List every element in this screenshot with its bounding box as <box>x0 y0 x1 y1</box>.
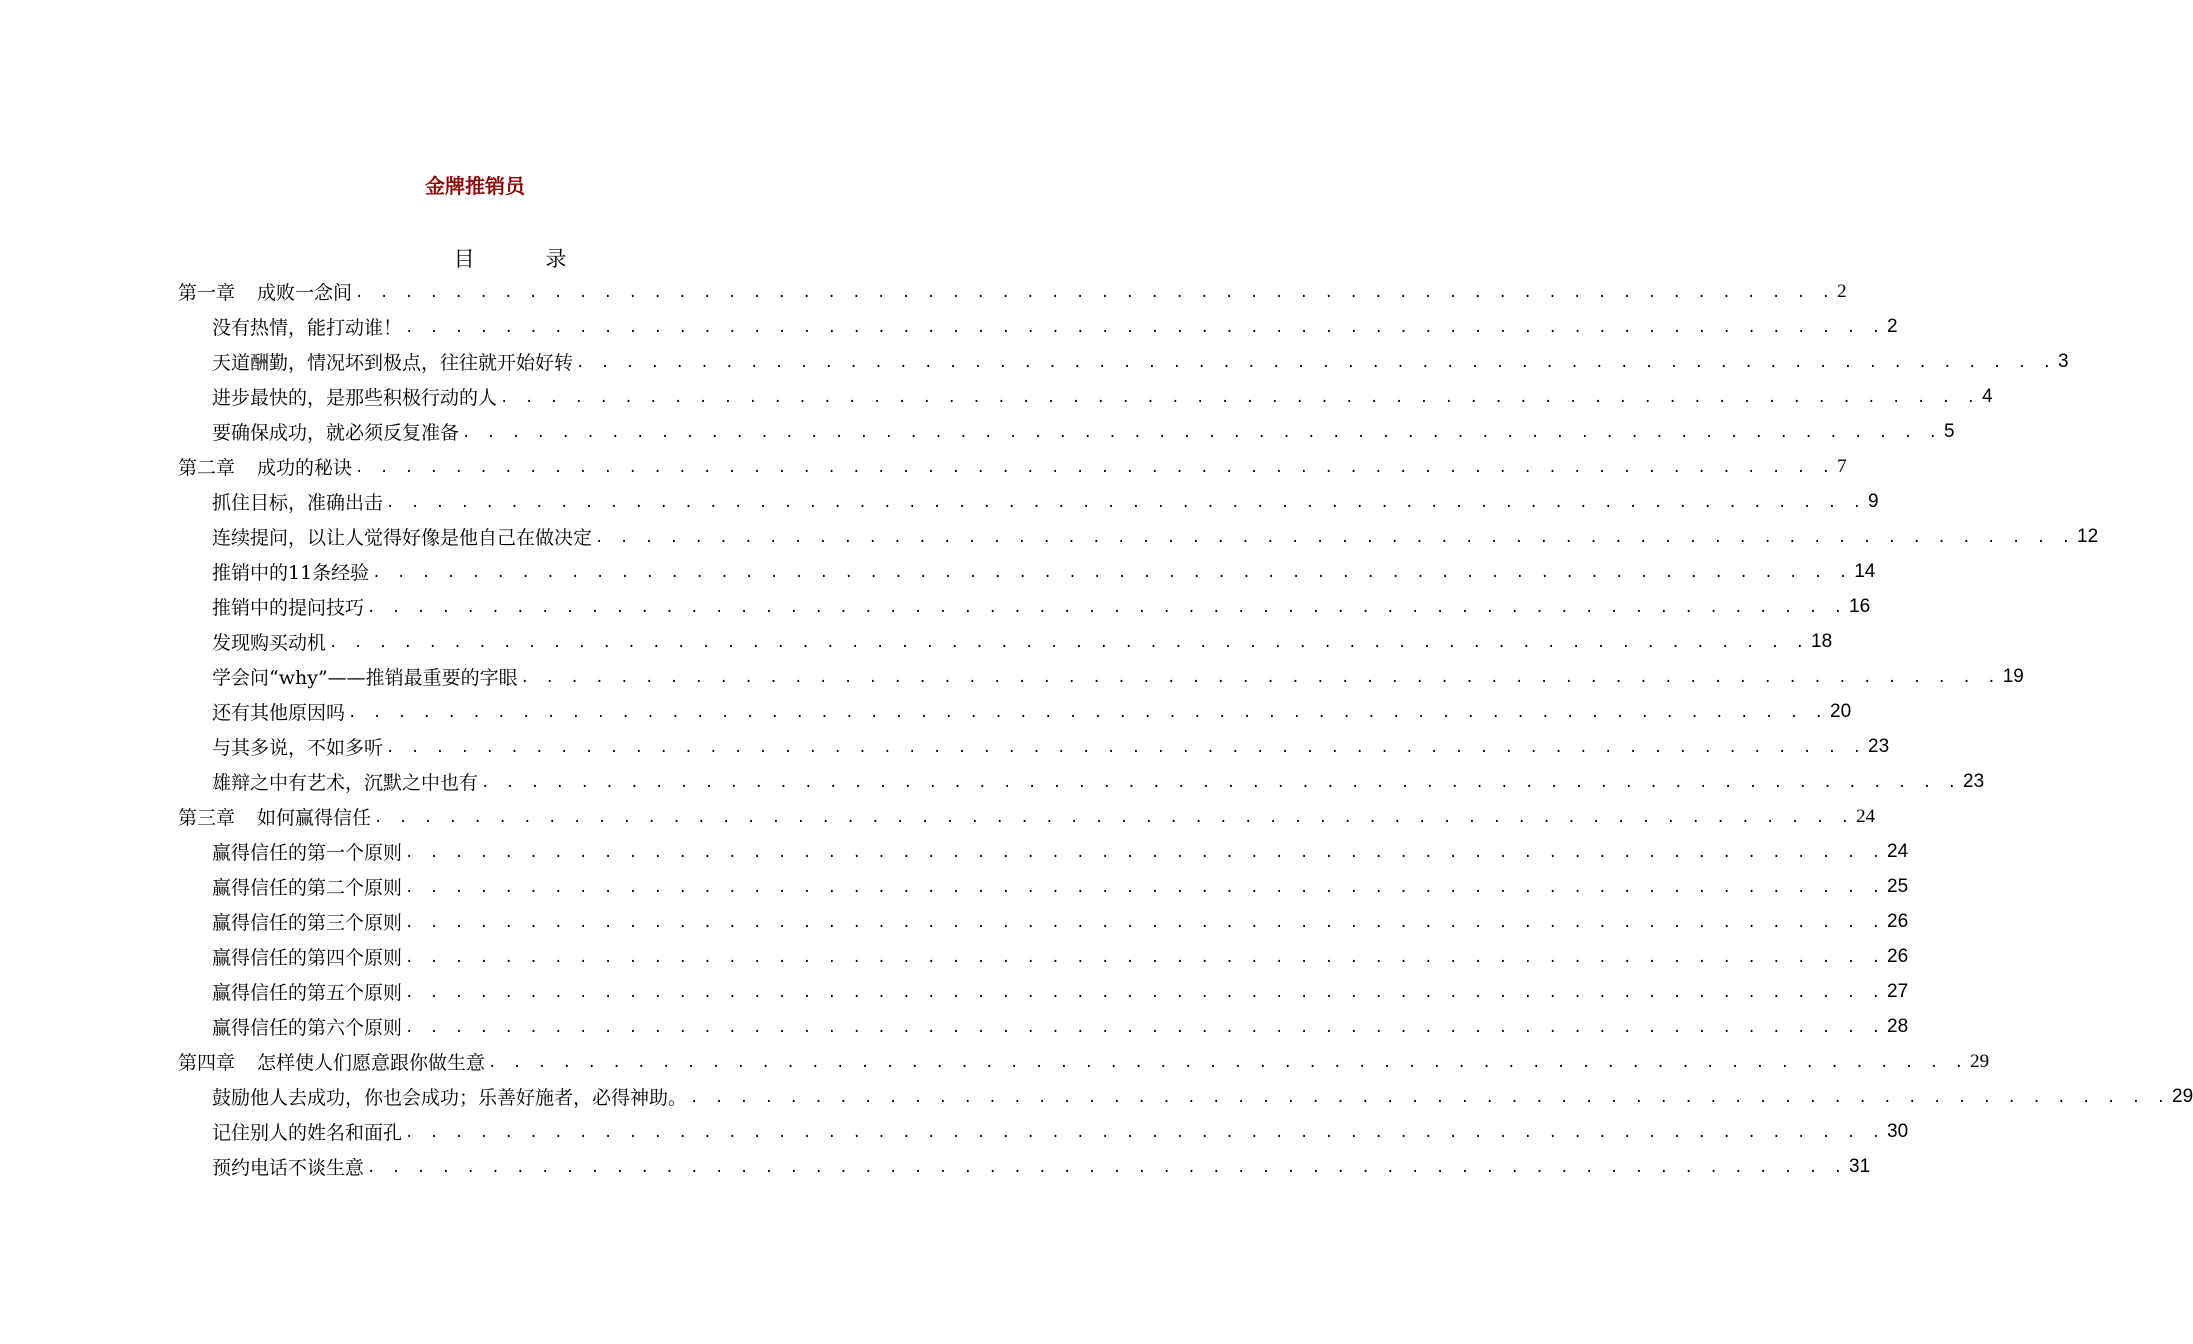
toc-section-entry[interactable] <box>0 344 2069 379</box>
toc-section-entry[interactable] <box>0 309 1898 344</box>
section-title: 还有其他原因吗 <box>212 702 346 724</box>
page-number: 2 <box>1887 315 1898 337</box>
dot-leader: . . . . . . . . . . . . . . . . . . . . . . . . . . . . . . . . . . . . . . . . . . . . . . . . . . . . . . . . . . . . <box>355 285 1835 301</box>
section-title: 进步最快的，是那些积极行动的人 <box>212 387 498 409</box>
page-number: 23 <box>1963 770 1985 792</box>
section-title: 赢得信任的第五个原则 <box>212 982 403 1004</box>
dot-leader: . . . . . . . . . . . . . . . . . . . . . . . . . . . . . . . . . . . . . . . . . . . . . . . . . . . . . . . . . . . . <box>405 915 1885 931</box>
toc-section-entry[interactable] <box>0 624 1833 659</box>
section-title: 与其多说，不如多听 <box>212 737 384 759</box>
dot-leader: . . . . . . . . . . . . . . . . . . . . . . . . . . . . . . . . . . . . . . . . . . . . . . . . . . . . . . . . . . . . <box>405 320 1885 336</box>
dot-leader: . . . . . . . . . . . . . . . . . . . . . . . . . . . . . . . . . . . . . . . . . . . . . . . . . . . . . . . . . . . . <box>595 530 2075 546</box>
page-number: 25 <box>1887 875 1909 897</box>
dot-leader: . . . . . . . . . . . . . . . . . . . . . . . . . . . . . . . . . . . . . . . . . . . . . . . . . . . . . . . . . . . . <box>367 1160 1847 1176</box>
dot-leader: . . . . . . . . . . . . . . . . . . . . . . . . . . . . . . . . . . . . . . . . . . . . . . . . . . . . . . . . . . . . <box>372 565 1852 581</box>
page-number: 14 <box>1854 560 1876 582</box>
toc-section-entry[interactable] <box>0 554 1876 589</box>
page-number: 26 <box>1887 945 1909 967</box>
page-number: 24 <box>1887 840 1909 862</box>
toc-section-entry[interactable] <box>0 1009 1909 1044</box>
chapter-name: 成功的秘诀 <box>257 457 353 479</box>
toc-section-entry[interactable] <box>0 974 1909 1009</box>
dot-leader: . . . . . . . . . . . . . . . . . . . . . . . . . . . . . . . . . . . . . . . . . . . . . . . . . . . . . . . . . . . . <box>405 880 1885 896</box>
toc-section-entry[interactable] <box>0 659 2024 694</box>
page-number: 29 <box>2172 1085 2193 1107</box>
toc-chapter-entry[interactable] <box>0 274 1847 309</box>
toc-section-entry[interactable] <box>0 1114 1909 1149</box>
section-title: 鼓励他人去成功，你也会成功；乐善好施者，必得神助。 <box>212 1087 688 1109</box>
toc-section-entry[interactable] <box>0 869 1909 904</box>
dot-leader: . . . . . . . . . . . . . . . . . . . . . . . . . . . . . . . . . . . . . . . . . . . . . . . . . . . . . . . . . . . . <box>374 810 1854 826</box>
toc-chapter-entry[interactable] <box>0 1044 1990 1079</box>
toc-chapter-entry[interactable] <box>0 449 1847 484</box>
page-number: 26 <box>1887 910 1909 932</box>
section-title: 推销中的11条经验 <box>212 562 370 584</box>
toc-section-entry[interactable] <box>0 1149 1871 1184</box>
toc-section-entry[interactable] <box>0 729 1890 764</box>
section-title: 连续提问，以让人觉得好像是他自己在做决定 <box>212 527 593 549</box>
page-number: 7 <box>1837 455 1847 477</box>
section-title: 赢得信任的第三个原则 <box>212 912 403 934</box>
section-title: 推销中的提问技巧 <box>212 597 365 619</box>
table-of-contents <box>0 274 2193 1184</box>
toc-section-entry[interactable] <box>0 939 1909 974</box>
dot-leader: . . . . . . . . . . . . . . . . . . . . . . . . . . . . . . . . . . . . . . . . . . . . . . . . . . . . . . . . . . . . <box>405 845 1885 861</box>
toc-section-entry[interactable] <box>0 379 1993 414</box>
section-title: 预约电话不谈生意 <box>212 1157 365 1179</box>
section-title: 赢得信任的第四个原则 <box>212 947 403 969</box>
dot-leader: . . . . . . . . . . . . . . . . . . . . . . . . . . . . . . . . . . . . . . . . . . . . . . . . . . . . . . . . . . . . <box>520 670 2000 686</box>
page-number: 5 <box>1944 420 1955 442</box>
chapter-name: 如何赢得信任 <box>257 807 372 829</box>
section-title: 要确保成功，就必须反复准备 <box>212 422 460 444</box>
page-number: 9 <box>1868 490 1879 512</box>
chapter-name: 怎样使人们愿意跟你做生意 <box>257 1052 486 1074</box>
toc-section-entry[interactable] <box>0 904 1909 939</box>
chapter-number: 第四章 <box>178 1052 236 1074</box>
page-number: 28 <box>1887 1015 1909 1037</box>
dot-leader: . . . . . . . . . . . . . . . . . . . . . . . . . . . . . . . . . . . . . . . . . . . . . . . . . . . . . . . . . . . . <box>500 390 1980 406</box>
dot-leader: . . . . . . . . . . . . . . . . . . . . . . . . . . . . . . . . . . . . . . . . . . . . . . . . . . . . . . . . . . . . <box>576 355 2056 371</box>
chapter-title <box>178 1048 485 1075</box>
dot-leader: . . . . . . . . . . . . . . . . . . . . . . . . . . . . . . . . . . . . . . . . . . . . . . . . . . . . . . . . . . . . <box>462 425 1942 441</box>
page-number: 3 <box>2058 350 2069 372</box>
page-number: 27 <box>1887 980 1909 1002</box>
dot-leader: . . . . . . . . . . . . . . . . . . . . . . . . . . . . . . . . . . . . . . . . . . . . . . . . . . . . . . . . . . . . <box>405 950 1885 966</box>
section-title: 抓住目标，准确出击 <box>212 492 384 514</box>
section-title: 没有热情，能打动谁！ <box>212 317 403 339</box>
section-title: 雄辩之中有艺术，沉默之中也有 <box>212 772 479 794</box>
page-number: 24 <box>1856 805 1876 827</box>
chapter-number: 第二章 <box>178 457 236 479</box>
page-number: 29 <box>1970 1050 1990 1072</box>
dot-leader: . . . . . . . . . . . . . . . . . . . . . . . . . . . . . . . . . . . . . . . . . . . . . . . . . . . . . . . . . . . . <box>488 1055 1968 1071</box>
toc-section-entry[interactable] <box>0 764 1985 799</box>
toc-section-entry[interactable] <box>0 589 1871 624</box>
section-title: 赢得信任的第一个原则 <box>212 842 403 864</box>
dot-leader: . . . . . . . . . . . . . . . . . . . . . . . . . . . . . . . . . . . . . . . . . . . . . . . . . . . . . . . . . . . . <box>690 1090 2170 1106</box>
chapter-title <box>178 803 371 830</box>
dot-leader: . . . . . . . . . . . . . . . . . . . . . . . . . . . . . . . . . . . . . . . . . . . . . . . . . . . . . . . . . . . . <box>405 1020 1885 1036</box>
page-number: 16 <box>1849 595 1871 617</box>
dot-leader: . . . . . . . . . . . . . . . . . . . . . . . . . . . . . . . . . . . . . . . . . . . . . . . . . . . . . . . . . . . . <box>386 740 1866 756</box>
dot-leader: . . . . . . . . . . . . . . . . . . . . . . . . . . . . . . . . . . . . . . . . . . . . . . . . . . . . . . . . . . . . <box>481 775 1961 791</box>
page-number: 31 <box>1849 1155 1871 1177</box>
chapter-number: 第三章 <box>178 807 236 829</box>
section-title: 发现购买动机 <box>212 632 327 654</box>
page-number: 18 <box>1811 630 1833 652</box>
chapter-number: 第一章 <box>178 282 236 304</box>
toc-chapter-entry[interactable] <box>0 799 1876 834</box>
page-number: 23 <box>1868 735 1890 757</box>
toc-section-entry[interactable] <box>0 519 2099 554</box>
dot-leader: . . . . . . . . . . . . . . . . . . . . . . . . . . . . . . . . . . . . . . . . . . . . . . . . . . . . . . . . . . . . <box>329 635 1809 651</box>
toc-heading: 目 录 <box>453 247 599 271</box>
dot-leader: . . . . . . . . . . . . . . . . . . . . . . . . . . . . . . . . . . . . . . . . . . . . . . . . . . . . . . . . . . . . <box>405 1125 1885 1141</box>
dot-leader: . . . . . . . . . . . . . . . . . . . . . . . . . . . . . . . . . . . . . . . . . . . . . . . . . . . . . . . . . . . . <box>405 985 1885 1001</box>
chapter-name: 成败一念间 <box>257 282 353 304</box>
toc-section-entry[interactable] <box>0 834 1909 869</box>
toc-section-entry[interactable] <box>0 1079 2193 1114</box>
toc-section-entry[interactable] <box>0 484 1879 519</box>
section-title: 赢得信任的第二个原则 <box>212 877 403 899</box>
section-title: 学会问“why”——推销最重要的字眼 <box>212 667 518 689</box>
dot-leader: . . . . . . . . . . . . . . . . . . . . . . . . . . . . . . . . . . . . . . . . . . . . . . . . . . . . . . . . . . . . <box>355 460 1835 476</box>
page-number: 2 <box>1837 280 1847 302</box>
page-number: 30 <box>1887 1120 1909 1142</box>
toc-section-entry[interactable] <box>0 414 1955 449</box>
section-title: 赢得信任的第六个原则 <box>212 1017 403 1039</box>
chapter-title <box>178 453 352 480</box>
page-number: 19 <box>2002 665 2024 687</box>
section-title: 天道酬勤，情况坏到极点，往往就开始好转 <box>212 352 574 374</box>
page-number: 4 <box>1982 385 1993 407</box>
chapter-title <box>178 278 352 305</box>
page-number: 12 <box>2077 525 2099 547</box>
dot-leader: . . . . . . . . . . . . . . . . . . . . . . . . . . . . . . . . . . . . . . . . . . . . . . . . . . . . . . . . . . . . <box>386 495 1866 511</box>
document-title: 金牌推销员 <box>425 174 525 198</box>
dot-leader: . . . . . . . . . . . . . . . . . . . . . . . . . . . . . . . . . . . . . . . . . . . . . . . . . . . . . . . . . . . . <box>367 600 1847 616</box>
page-number: 20 <box>1830 700 1852 722</box>
toc-section-entry[interactable] <box>0 694 1852 729</box>
section-title: 记住别人的姓名和面孔 <box>212 1122 403 1144</box>
dot-leader: . . . . . . . . . . . . . . . . . . . . . . . . . . . . . . . . . . . . . . . . . . . . . . . . . . . . . . . . . . . . <box>348 705 1828 721</box>
